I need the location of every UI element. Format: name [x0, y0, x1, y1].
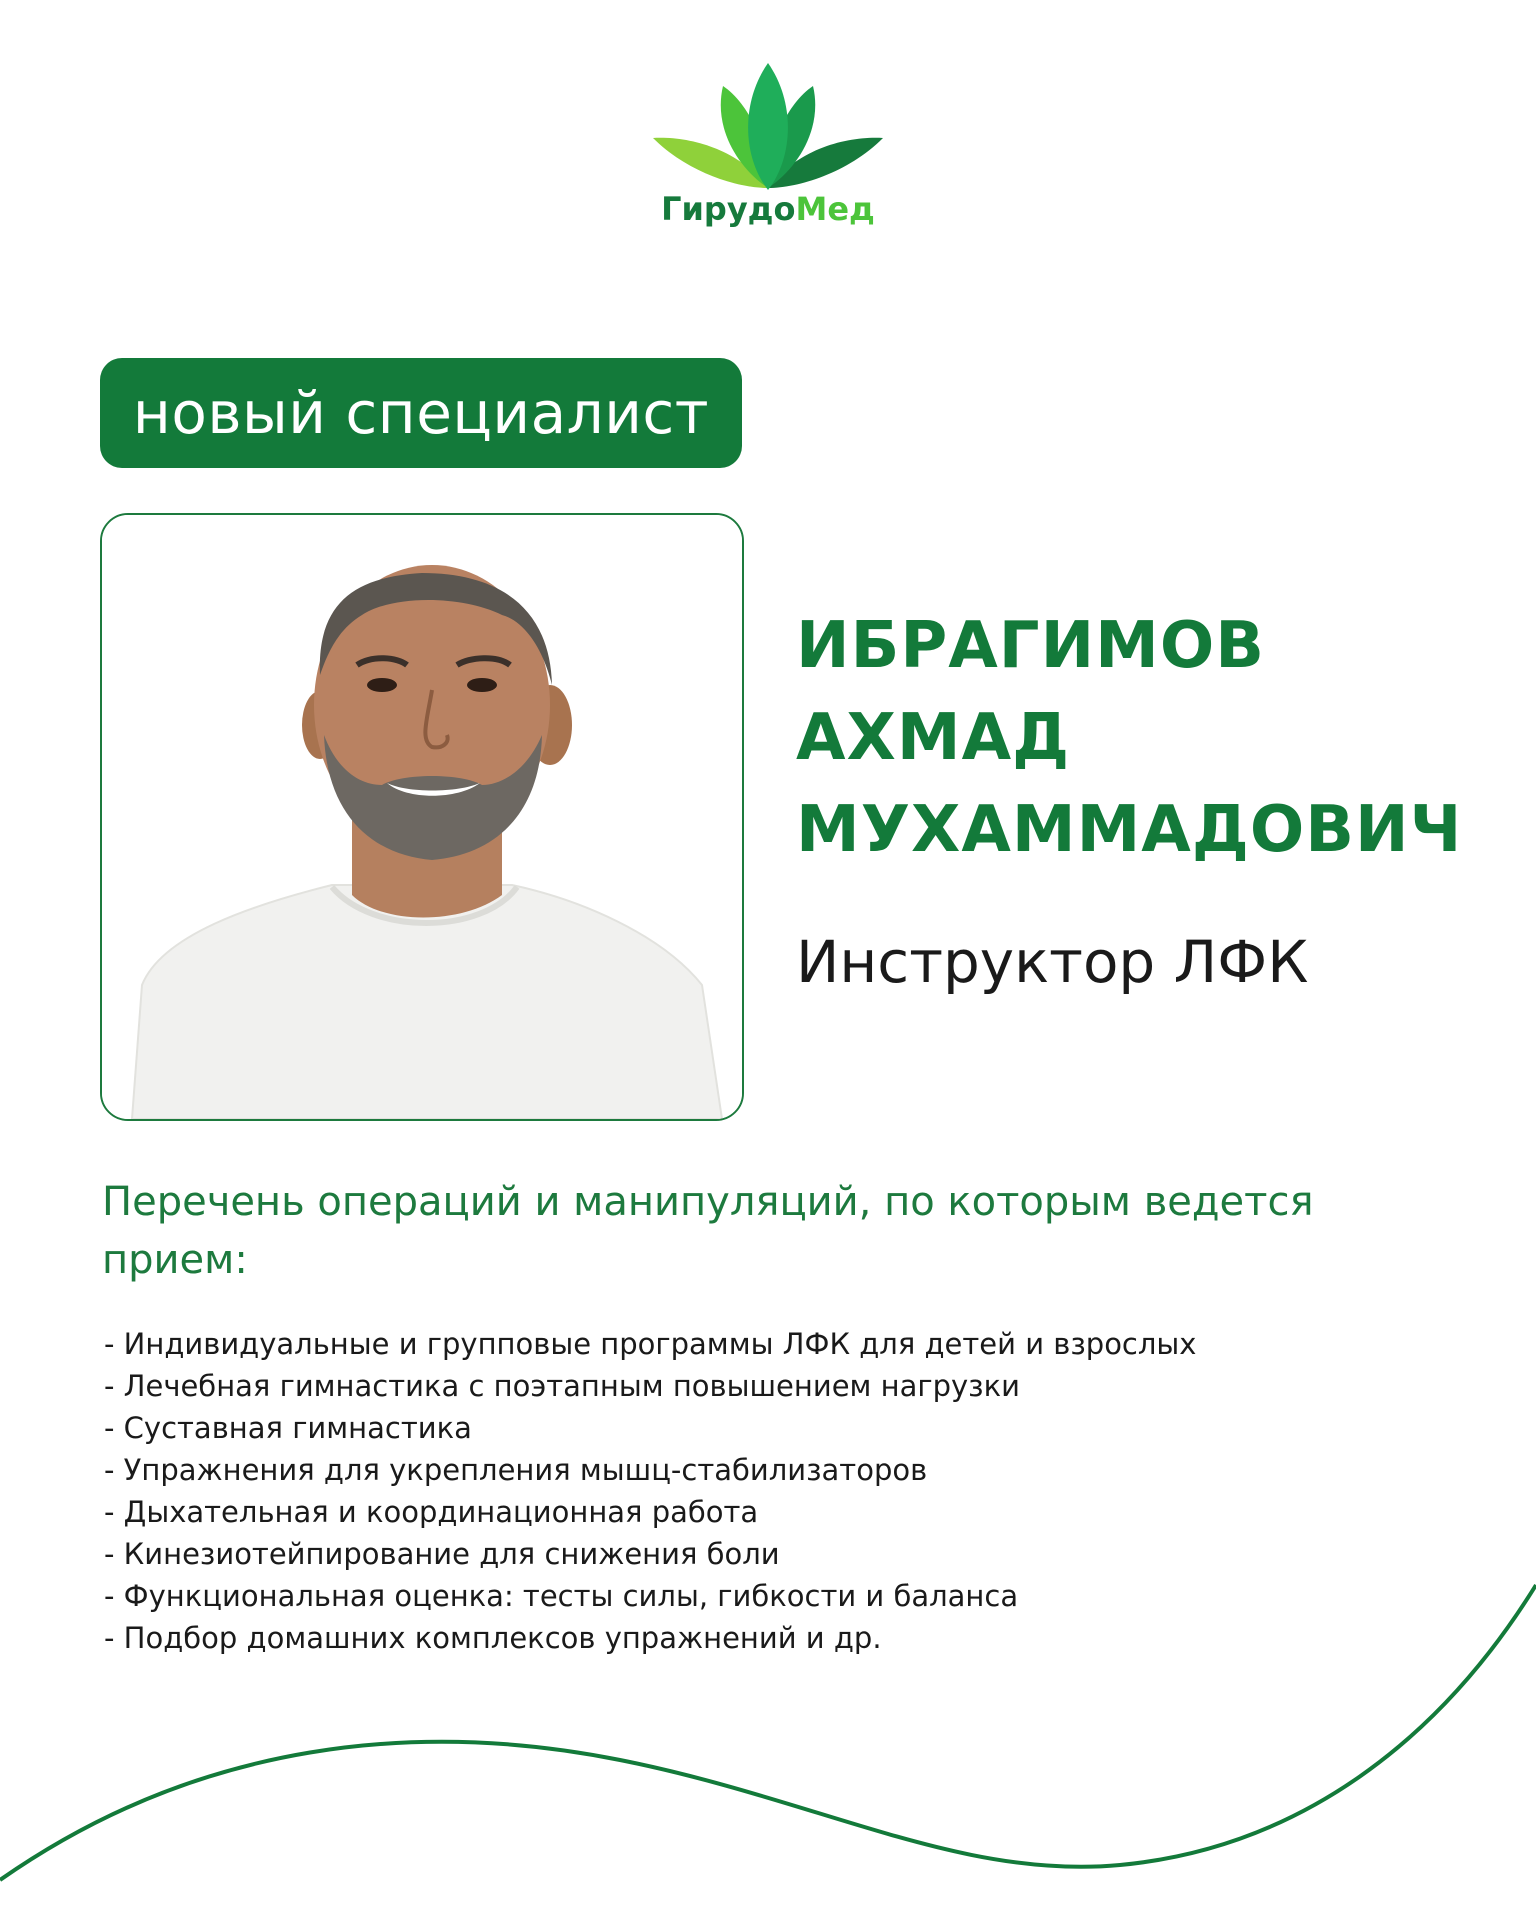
list-item: - Дыхательная и координационная работа — [104, 1495, 759, 1529]
specialist-role: Инструктор ЛФК — [796, 928, 1309, 996]
new-specialist-badge: новый специалист — [100, 358, 742, 468]
logo-wordmark — [648, 190, 888, 228]
list-item: - Упражнения для укрепления мышц-стабилизаторов — [104, 1453, 928, 1487]
list-item: - Лечебная гимнастика с поэтапным повышением нагрузки — [104, 1369, 1020, 1403]
logo-text-part1: Гирудо — [661, 190, 796, 228]
decorative-wave — [0, 1540, 1536, 1920]
specialist-name — [796, 600, 1516, 876]
services-heading: Перечень операций и манипуляций, по которым ведется прием: — [102, 1179, 1314, 1283]
list-item: - Кинезиотейпирование для снижения боли — [104, 1537, 780, 1571]
name-line-surname: ИБРАГИМОВ — [796, 609, 1265, 683]
list-item: - Суставная гимнастика — [104, 1411, 472, 1445]
logo-text-part2: Мед — [795, 190, 875, 228]
name-line-patronymic: МУХАММАДОВИЧ — [796, 793, 1463, 867]
lotus-icon — [648, 58, 888, 198]
list-item: - Функциональная оценка: тесты силы, гибкости и баланса — [104, 1579, 1019, 1613]
list-item: - Индивидуальные и групповые программы ЛФК для детей и взрослых — [104, 1327, 1197, 1361]
person-photo-icon — [102, 515, 742, 1119]
brand-logo — [648, 58, 888, 238]
name-line-first: АХМАД — [796, 701, 1071, 775]
specialist-photo — [100, 513, 744, 1121]
list-item: - Подбор домашних комплексов упражнений и др. — [104, 1621, 882, 1655]
